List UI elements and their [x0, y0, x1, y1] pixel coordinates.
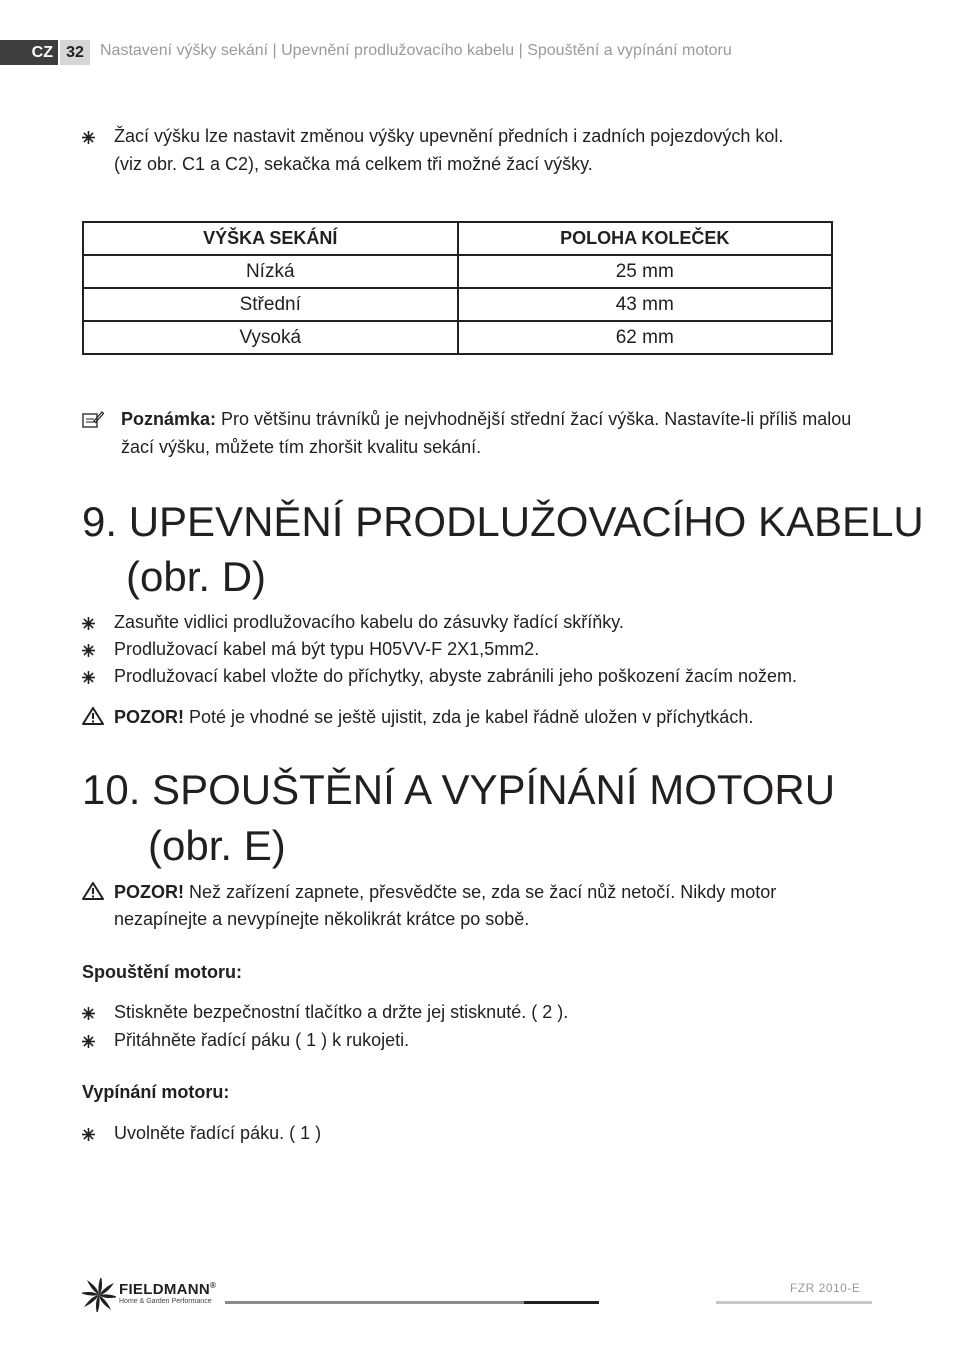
warning-label: POZOR! [114, 707, 184, 727]
section-10-subtitle: (obr. E) [148, 822, 286, 869]
column-header: VÝŠKA SEKÁNÍ [83, 222, 458, 255]
warning-label: POZOR! [114, 882, 184, 902]
warning-line-1 [114, 879, 776, 906]
page-number: 32 [60, 40, 90, 65]
bullet-icon [82, 1128, 95, 1141]
section-9-title: 9. UPEVNĚNÍ PRODLUŽOVACÍHO KABELU [82, 498, 924, 545]
table-cell: Vysoká [83, 321, 458, 354]
fan-logo-icon [82, 1278, 116, 1312]
table-header-row [83, 222, 832, 255]
footer-rule-accent [524, 1301, 599, 1304]
note-line-2: žací výšku, můžete tím zhoršit kvalitu sekání. [121, 437, 482, 457]
brand-name: FIELDMANN® [119, 1281, 217, 1298]
warning-text: Než zařízení zapnete, přesvědčte se, zda se žací nůž netočí. Nikdy motor [184, 882, 777, 902]
note-label: Poznámka: [121, 409, 217, 429]
bullet-icon [82, 131, 95, 144]
bullet-icon [82, 1035, 95, 1048]
warning-text: Poté je vhodné se ještě ujistit, zda je kabel řádně uložen v příchytkách. [184, 707, 754, 727]
stop-motor-heading: Vypínání motoru: [82, 1082, 230, 1102]
list-item: Přitáhněte řadící páku ( 1 ) k rukojeti. [114, 1030, 410, 1050]
model-number: FZR 2010-E [790, 1281, 861, 1295]
table-row [83, 321, 832, 354]
note-text: Pro většinu trávníků je nejvhodnější střední žací výška. Nastavíte-li příliš malou [216, 409, 852, 429]
footer-rule-gap [599, 1301, 716, 1304]
footer-rule-light [716, 1301, 872, 1304]
table-cell: Nízká [83, 255, 458, 288]
bullet-icon [82, 1007, 95, 1020]
fieldmann-logo [82, 1278, 222, 1312]
list-item: Uvolněte řadící páku. ( 1 ) [114, 1123, 322, 1143]
list-item: Prodlužovací kabel vložte do příchytky, abyste zabránili jeho poškození žacím nožem. [114, 666, 798, 686]
bullet-icon [82, 617, 95, 630]
table-cell: Střední [83, 288, 458, 321]
note-line-1 [121, 406, 851, 433]
intro-line-2: (viz obr. C1 a C2), sekačka má celkem tři možné žací výšky. [114, 154, 593, 174]
list-item: Zasuňte vidlici prodlužovacího kabelu do zásuvky řadící skříňky. [114, 612, 624, 632]
table-row [83, 255, 832, 288]
section-10-title: 10. SPOUŠTĚNÍ A VYPÍNÁNÍ MOTORU [82, 766, 836, 813]
warning-icon [82, 707, 104, 725]
warning-line [114, 704, 753, 731]
warning-line-2: nezapínejte a nevypínejte několikrát krátce po sobě. [114, 909, 530, 929]
cutting-height-table [82, 221, 833, 355]
column-header: POLOHA KOLEČEK [458, 222, 833, 255]
warning-icon [82, 882, 104, 900]
section-9-subtitle: (obr. D) [126, 553, 267, 600]
list-item: Stiskněte bezpečnostní tlačítko a držte jej stisknuté. ( 2 ). [114, 1002, 569, 1022]
running-header: Nastavení výšky sekání | Upevnění prodlužovacího kabelu | Spouštění a vypínání motoru [100, 42, 732, 59]
table-cell: 62 mm [458, 321, 833, 354]
table-row [83, 288, 832, 321]
intro-line-1: Žací výšku lze nastavit změnou výšky upevnění předních i zadních pojezdových kol. [114, 126, 784, 146]
language-badge: CZ [0, 40, 58, 65]
list-item: Prodlužovací kabel má být typu H05VV-F 2X1,5mm2. [114, 639, 540, 659]
table-cell: 25 mm [458, 255, 833, 288]
brand-tagline: Home & Garden Performance [119, 1298, 212, 1305]
note-icon [82, 411, 104, 429]
start-motor-heading: Spouštění motoru: [82, 962, 242, 982]
footer-rule [225, 1301, 524, 1304]
bullet-icon [82, 644, 95, 657]
bullet-icon [82, 671, 95, 684]
table-cell: 43 mm [458, 288, 833, 321]
